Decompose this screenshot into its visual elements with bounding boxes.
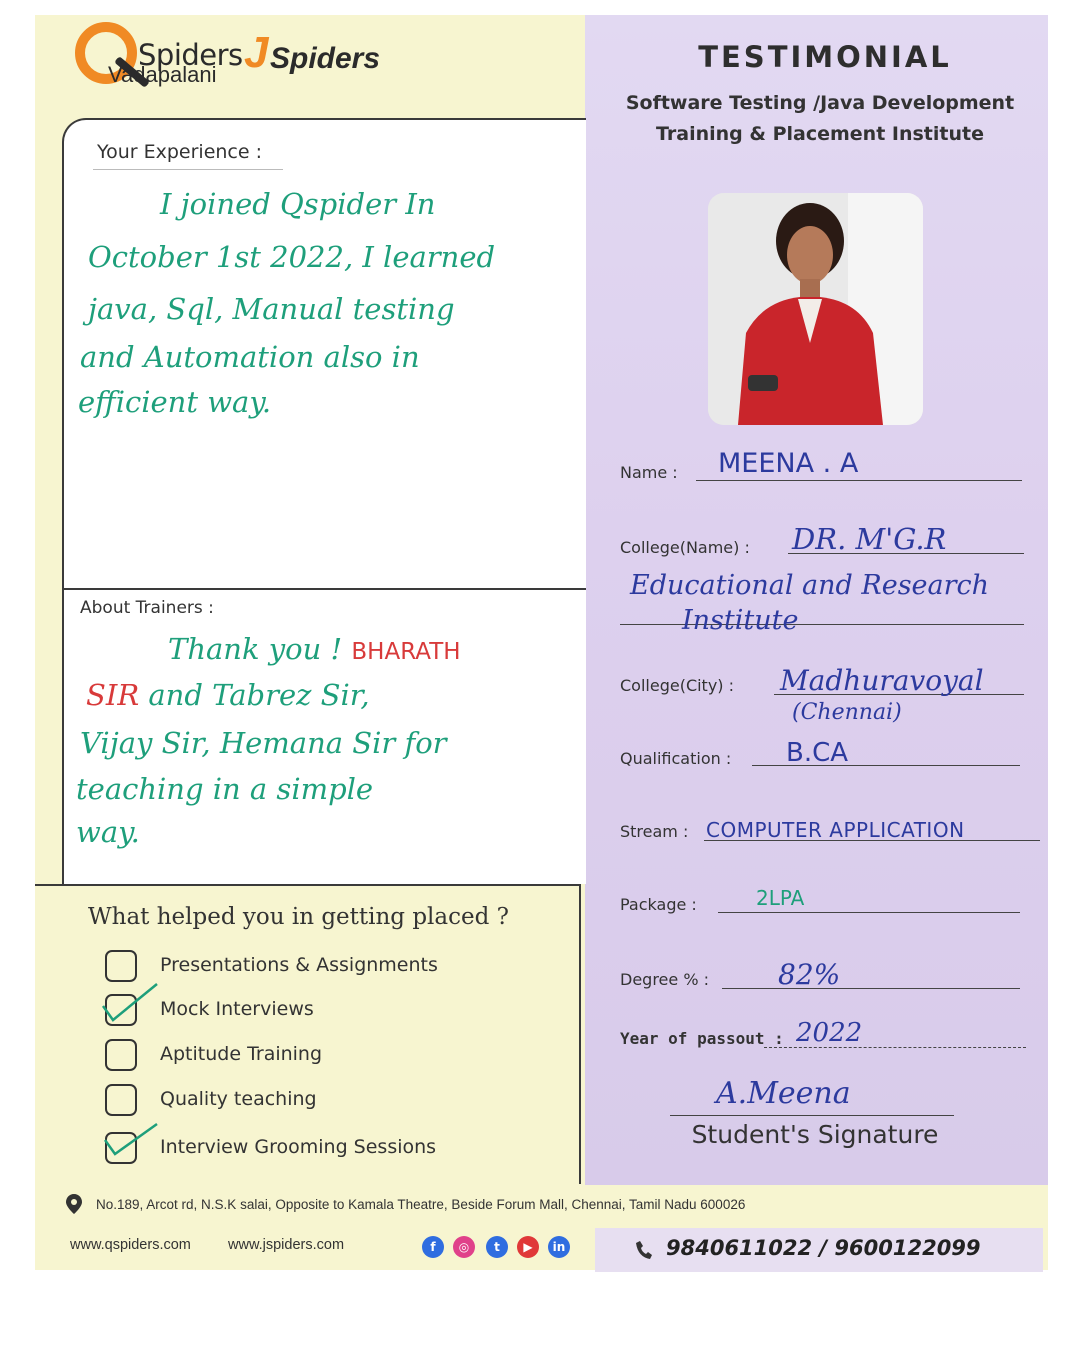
year-value: 2022 <box>796 1018 863 1048</box>
option-label: Interview Grooming Sessions <box>160 1136 437 1158</box>
experience-line-4: and Automation also in <box>80 340 420 374</box>
trainers-thank-you: Thank you ! <box>168 632 352 666</box>
trainer-tabrez: and Tabrez Sir, <box>139 678 370 712</box>
twitter-icon[interactable]: t <box>486 1236 508 1258</box>
page-title: TESTIMONIAL <box>698 40 952 74</box>
package-label: Package : <box>620 895 697 914</box>
checkbox-presentations <box>105 950 137 982</box>
package-value: 2LPA <box>756 886 805 910</box>
stream-label: Stream : <box>620 822 689 841</box>
name-label: Name : <box>620 463 678 482</box>
branch-name: Vadapalani <box>108 62 217 87</box>
checkbox-aptitude <box>105 1039 137 1071</box>
location-pin-icon <box>65 1193 83 1215</box>
facebook-icon[interactable]: f <box>422 1236 444 1258</box>
option-label: Presentations & Assignments <box>160 954 438 976</box>
stream-value: COMPUTER APPLICATION <box>706 818 965 842</box>
page-subtitle <box>595 88 1045 150</box>
experience-label: Your Experience : <box>97 141 262 163</box>
signature-label: Student's Signature <box>691 1120 939 1149</box>
logo-j-letter: J <box>244 28 269 77</box>
option-grooming <box>105 1132 545 1168</box>
checkmark-icon <box>101 980 159 1024</box>
option-label: Mock Interviews <box>160 998 314 1020</box>
trainer-name-bharath: BHARATH <box>351 639 461 665</box>
college-value-line-1: DR. M'G.R <box>792 522 947 556</box>
linkedin-icon[interactable]: in <box>548 1236 570 1258</box>
website-jspiders[interactable]: www.jspiders.com <box>228 1237 345 1253</box>
subtitle-line-1: Software Testing /Java Development <box>625 92 1015 114</box>
experience-line-5: efficient way. <box>78 385 272 419</box>
qualification-value: B.CA <box>786 738 849 768</box>
option-quality-teaching <box>105 1084 545 1120</box>
logo-jspiders-text: Spiders <box>270 42 381 75</box>
city-value-line-2: (Chennai) <box>792 700 902 725</box>
trainers-line-3: Vijay Sir, Hemana Sir for <box>80 726 447 760</box>
student-photo <box>708 193 923 425</box>
trainers-label: About Trainers : <box>80 598 214 618</box>
trainers-line-2 <box>86 678 370 712</box>
college-label: College(Name) : <box>620 538 750 557</box>
trainers-line-5: way. <box>76 815 140 849</box>
youtube-icon[interactable]: ▶ <box>517 1236 539 1258</box>
qualification-label: Qualification : <box>620 749 732 768</box>
placement-help-question: What helped you in getting placed ? <box>88 904 509 930</box>
footer-address: No.189, Arcot rd, N.S.K salai, Opposite to Kamala Theatre, Beside Forum Mall, Chennai, Tamil Nadu 600026 <box>96 1197 746 1212</box>
option-label: Aptitude Training <box>160 1043 323 1065</box>
option-mock-interviews <box>105 994 545 1030</box>
degree-label: Degree % : <box>620 970 709 989</box>
college-underline-2 <box>620 624 1024 625</box>
option-presentations <box>105 950 545 986</box>
footer-phone-numbers[interactable]: 9840611022 / 9600122099 <box>666 1236 981 1260</box>
checkbox-quality-teaching <box>105 1084 137 1116</box>
student-signature: A.Meena <box>716 1076 851 1111</box>
experience-label-underline <box>93 169 283 170</box>
city-label: College(City) : <box>620 676 735 695</box>
year-label: Year of passout : <box>620 1029 784 1048</box>
subtitle-line-2: Training & Placement Institute <box>656 123 984 145</box>
experience-line-3: java, Sql, Manual testing <box>88 292 455 326</box>
option-aptitude <box>105 1039 545 1075</box>
degree-value: 82% <box>778 958 841 991</box>
city-value-line-1: Madhuravoyal <box>780 664 984 697</box>
trainers-line-1 <box>168 632 461 666</box>
college-value-line-2: Educational and Research <box>630 570 990 601</box>
trainers-line-4: teaching in a simple <box>76 772 374 806</box>
college-value-line-3: Institute <box>682 605 799 636</box>
checkmark-icon <box>101 1118 159 1162</box>
trainer-sir-text: SIR <box>86 678 140 712</box>
phone-icon <box>635 1240 653 1260</box>
website-qspiders[interactable]: www.qspiders.com <box>70 1237 191 1253</box>
experience-line-1: I joined Qspider In <box>160 187 436 221</box>
package-underline <box>718 912 1020 913</box>
signature-line <box>670 1115 954 1116</box>
experience-line-2: October 1st 2022, I learned <box>88 240 496 274</box>
degree-underline <box>722 988 1020 989</box>
name-underline <box>696 480 1022 481</box>
name-value: MEENA . A <box>718 448 859 479</box>
instagram-icon[interactable]: ◎ <box>453 1236 475 1258</box>
logo-qspiders-text: Spiders <box>138 38 243 72</box>
option-label: Quality teaching <box>160 1088 317 1110</box>
